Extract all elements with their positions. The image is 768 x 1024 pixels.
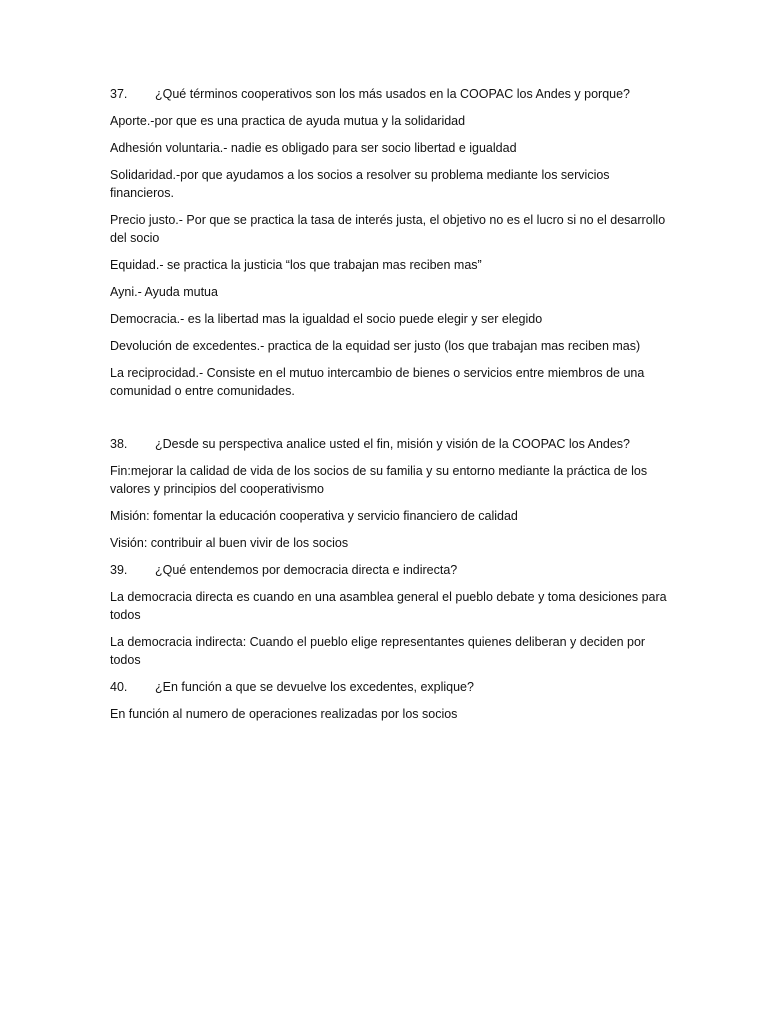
question-text: ¿En función a que se devuelve los excedentes, explique? xyxy=(155,680,474,694)
answer-paragraph: Equidad.- se practica la justicia “los que trabajan mas reciben mas” xyxy=(110,258,482,272)
answer-paragraph: La reciprocidad.- Consiste en el mutuo intercambio de bienes o servicios entre miembros de una comunidad o entre comunidades. xyxy=(110,366,645,398)
question-number: 38. xyxy=(110,437,128,451)
answer-paragraph: Fin:mejorar la calidad de vida de los socios de su familia y su entorno mediante la práctica de los valores y principios del cooperativismo xyxy=(110,464,648,496)
question-38 xyxy=(110,435,670,453)
answer-paragraph: En función al numero de operaciones realizadas por los socios xyxy=(110,707,458,721)
document-page xyxy=(110,85,670,732)
answer-paragraph: Adhesión voluntaria.- nadie es obligado para ser socio libertad e igualdad xyxy=(110,141,517,155)
question-number: 37. xyxy=(110,87,128,101)
answer-paragraph: La democracia indirecta: Cuando el pueblo elige representantes quienes deliberan y deciden por todos xyxy=(110,635,646,667)
answer-paragraph: Devolución de excedentes.- practica de la equidad ser justo (los que trabajan mas reciben mas) xyxy=(110,339,641,353)
question-number: 40. xyxy=(110,680,128,694)
question-text: ¿Desde su perspectiva analice usted el fin, misión y visión de la COOPAC los Andes? xyxy=(155,437,630,451)
question-text: ¿Qué entendemos por democracia directa e indirecta? xyxy=(155,563,458,577)
answer-paragraph: Solidaridad.-por que ayudamos a los socios a resolver su problema mediante los servicios financieros. xyxy=(110,168,610,200)
question-37 xyxy=(110,85,670,103)
question-40 xyxy=(110,678,670,696)
answer-paragraph: Democracia.- es la libertad mas la igualdad el socio puede elegir y ser elegido xyxy=(110,312,543,326)
answer-paragraph: Visión: contribuir al buen vivir de los socios xyxy=(110,536,349,550)
answer-paragraph: Misión: fomentar la educación cooperativa y servicio financiero de calidad xyxy=(110,509,518,523)
question-text: ¿Qué términos cooperativos son los más usados en la COOPAC los Andes y porque? xyxy=(155,87,631,101)
section-spacer xyxy=(110,409,670,435)
question-number: 39. xyxy=(110,563,128,577)
answer-paragraph: Precio justo.- Por que se practica la tasa de interés justa, el objetivo no es el lucro si no el desarrollo del socio xyxy=(110,213,666,245)
answer-paragraph: La democracia directa es cuando en una asamblea general el pueblo debate y toma desiciones para todos xyxy=(110,590,667,622)
question-39 xyxy=(110,561,670,579)
answer-paragraph: Aporte.-por que es una practica de ayuda mutua y la solidaridad xyxy=(110,114,466,128)
answer-paragraph: Ayni.- Ayuda mutua xyxy=(110,285,218,299)
